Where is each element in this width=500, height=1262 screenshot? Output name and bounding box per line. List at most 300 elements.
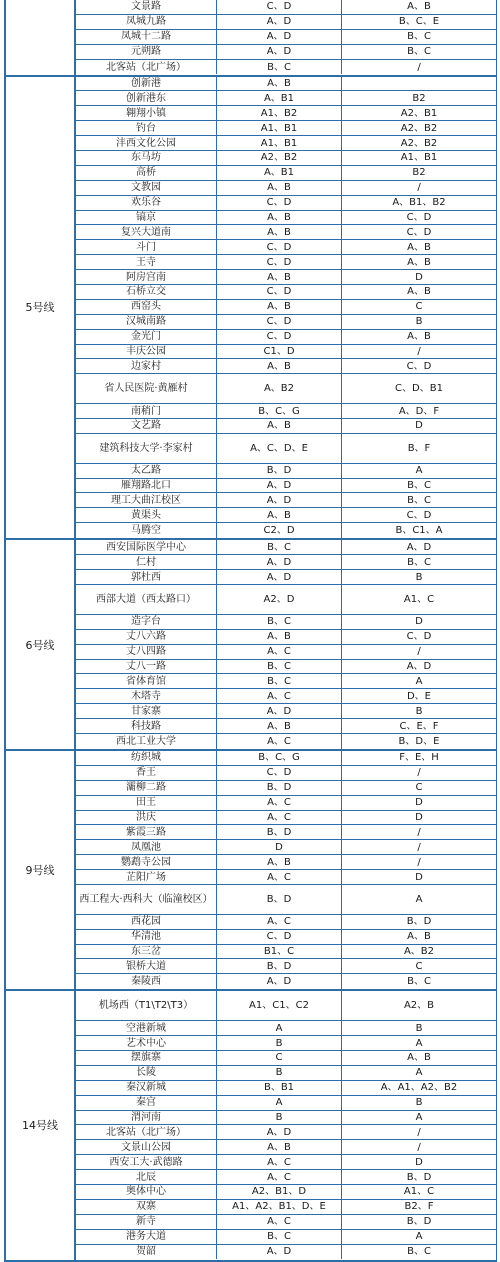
table-row bbox=[76, 1125, 496, 1140]
table-row bbox=[76, 1200, 496, 1215]
table-row bbox=[76, 660, 496, 675]
exit-column-a: B、C bbox=[217, 540, 342, 554]
exit-column-b: B2 bbox=[412, 167, 426, 179]
station-exit-table bbox=[4, 0, 496, 1258]
exit-column-a: B、D bbox=[217, 959, 342, 973]
table-row bbox=[76, 60, 496, 75]
exit-column-b: A1、B1 bbox=[400, 152, 438, 164]
line-label: 9号线 bbox=[6, 751, 76, 989]
table-row bbox=[76, 374, 496, 404]
station-name: 北客站（北广场） bbox=[76, 60, 217, 75]
exit-column-b: D、E bbox=[406, 690, 432, 702]
exit-column-b: B、C bbox=[407, 1246, 431, 1258]
exit-column-a: B bbox=[217, 1066, 342, 1080]
exit-column-b: C、D bbox=[406, 631, 432, 643]
table-row bbox=[76, 151, 496, 166]
exit-column-b: / bbox=[417, 826, 421, 838]
table-row bbox=[76, 1111, 496, 1126]
line-block-4 bbox=[4, 0, 497, 77]
station-name: 北辰 bbox=[76, 1170, 217, 1184]
table-row bbox=[76, 300, 496, 315]
station-name: 双寨 bbox=[76, 1200, 217, 1214]
exit-column-b: / bbox=[417, 646, 421, 658]
table-row bbox=[76, 1170, 496, 1185]
station-name: 元朔路 bbox=[76, 45, 217, 59]
exit-column-b: A1、C bbox=[403, 1186, 435, 1198]
exit-column-b: D bbox=[415, 271, 423, 283]
station-name: 纺织城 bbox=[76, 751, 217, 765]
station-name: 马腾空 bbox=[76, 523, 217, 538]
exit-column-b: A、B bbox=[407, 1052, 431, 1064]
exit-column-a: A1、B1 bbox=[217, 136, 342, 150]
table-row bbox=[76, 974, 496, 989]
station-name: 省体育馆 bbox=[76, 674, 217, 688]
exit-column-a: A、D bbox=[217, 1125, 342, 1139]
exit-column-a: A、D bbox=[217, 570, 342, 584]
exit-column-b: B bbox=[415, 571, 423, 583]
station-name: 秦陵西 bbox=[76, 974, 217, 989]
station-name: 阿房宫南 bbox=[76, 270, 217, 284]
table-row bbox=[76, 464, 496, 479]
station-name: 灞柳二路 bbox=[76, 781, 217, 795]
table-row bbox=[76, 704, 496, 719]
table-row bbox=[76, 1051, 496, 1066]
line-block-9 bbox=[4, 751, 497, 991]
station-name: 省人民医院·黄雁村 bbox=[76, 374, 217, 403]
station-name: 东三岔 bbox=[76, 945, 217, 959]
table-row bbox=[76, 493, 496, 508]
table-row bbox=[76, 945, 496, 960]
station-name: 高桥 bbox=[76, 166, 217, 180]
exit-column-a: B bbox=[217, 1111, 342, 1125]
exit-column-a: B bbox=[217, 1036, 342, 1050]
table-row bbox=[76, 1245, 496, 1260]
exit-column-b: B、C、E bbox=[398, 16, 440, 28]
table-row bbox=[76, 766, 496, 781]
station-name: 秦汉新城 bbox=[76, 1081, 217, 1095]
exit-column-b: C、E、F bbox=[399, 720, 439, 732]
table-row bbox=[76, 121, 496, 136]
exit-column-a: C、D bbox=[217, 766, 342, 780]
station-name: 边家村 bbox=[76, 359, 217, 373]
exit-column-b: A2、B2 bbox=[400, 122, 438, 134]
station-name: 银桥大道 bbox=[76, 959, 217, 973]
station-rows bbox=[76, 0, 496, 75]
station-name: 雁翔路北口 bbox=[76, 479, 217, 493]
exit-column-a: A、D bbox=[217, 30, 342, 44]
exit-column-a: C、D bbox=[217, 255, 342, 269]
exit-column-b: C、D bbox=[406, 360, 432, 372]
station-name: 建筑科技大学·李家村 bbox=[76, 434, 217, 463]
station-name: 创新港 bbox=[76, 77, 217, 91]
exit-column-a: A、D bbox=[217, 974, 342, 989]
exit-column-a: A、C bbox=[217, 1155, 342, 1169]
station-name: 文艺路 bbox=[76, 419, 217, 433]
exit-column-b: F、E、H bbox=[399, 752, 439, 764]
exit-column-a: B、C bbox=[217, 674, 342, 688]
station-name: 王寺 bbox=[76, 255, 217, 269]
table-row bbox=[76, 523, 496, 538]
station-name: 西安工大·武德路 bbox=[76, 1155, 217, 1169]
station-rows bbox=[76, 77, 496, 539]
table-row bbox=[76, 106, 496, 121]
station-name: 丰庆公园 bbox=[76, 345, 217, 359]
exit-column-a: C、D bbox=[217, 285, 342, 299]
exit-column-b: A、D、F bbox=[398, 405, 440, 417]
table-row bbox=[76, 915, 496, 930]
exit-column-b: A、B bbox=[407, 286, 431, 298]
station-name: 凤城九路 bbox=[76, 15, 217, 29]
exit-column-b: A bbox=[415, 675, 423, 687]
exit-column-a: A、C、D、E bbox=[217, 434, 342, 463]
station-name: 甘家寨 bbox=[76, 704, 217, 718]
exit-column-a: A、B bbox=[217, 77, 342, 91]
station-name: 钓台 bbox=[76, 121, 217, 135]
exit-column-a: A、B bbox=[217, 630, 342, 644]
exit-column-b: B bbox=[415, 705, 423, 717]
table-row bbox=[76, 211, 496, 226]
exit-column-b: D bbox=[415, 797, 423, 809]
exit-column-b: D bbox=[415, 812, 423, 823]
table-row bbox=[76, 45, 496, 60]
table-row bbox=[76, 1036, 496, 1051]
exit-column-a: A、D bbox=[217, 45, 342, 59]
table-row bbox=[76, 1081, 496, 1096]
exit-column-b: D bbox=[415, 616, 423, 628]
exit-column-a: B、D bbox=[217, 825, 342, 839]
exit-column-a: A、C bbox=[217, 1215, 342, 1229]
table-row bbox=[76, 419, 496, 434]
line-block-14 bbox=[4, 991, 497, 1261]
station-name: 机场西（T1\T2\T3） bbox=[76, 991, 217, 1020]
table-row bbox=[76, 479, 496, 494]
table-row bbox=[76, 570, 496, 585]
exit-column-a: A、B bbox=[217, 211, 342, 225]
exit-column-a: A、C bbox=[217, 870, 342, 884]
table-row bbox=[76, 181, 496, 196]
station-name: 复兴大道南 bbox=[76, 225, 217, 239]
exit-column-a: A、B bbox=[217, 225, 342, 239]
exit-column-a: A、D bbox=[217, 1245, 342, 1260]
exit-column-b: A、B bbox=[407, 931, 431, 943]
table-row bbox=[76, 1096, 496, 1111]
exit-column-b: B、D bbox=[406, 1171, 432, 1183]
station-name: 奥体中心 bbox=[76, 1185, 217, 1199]
station-name: 金光门 bbox=[76, 330, 217, 344]
exit-column-b: / bbox=[417, 841, 421, 853]
exit-column-a: C、D bbox=[217, 196, 342, 210]
station-name: 西安国际医学中心 bbox=[76, 540, 217, 554]
station-rows bbox=[76, 991, 496, 1259]
line-label: 5号线 bbox=[6, 77, 76, 539]
exit-column-a: A、B bbox=[217, 359, 342, 373]
exit-column-a: A、B bbox=[217, 855, 342, 869]
table-row bbox=[76, 930, 496, 945]
exit-column-a: A、B1 bbox=[217, 91, 342, 105]
station-name: 西北工业大学 bbox=[76, 734, 217, 749]
exit-column-b: B bbox=[415, 316, 423, 328]
exit-column-a: A、C bbox=[217, 1170, 342, 1184]
station-name: 西部大道（西太路口） bbox=[76, 585, 217, 614]
line-label: 14号线 bbox=[6, 991, 76, 1259]
exit-column-b: B、D bbox=[406, 1216, 432, 1228]
table-row bbox=[76, 315, 496, 330]
station-name: 鹦鹉寺公园 bbox=[76, 855, 217, 869]
exit-column-b: B、F bbox=[407, 442, 431, 454]
station-name: 凤城十二路 bbox=[76, 30, 217, 44]
station-name: 丈八一路 bbox=[76, 660, 217, 674]
exit-column-b: A bbox=[415, 1037, 423, 1049]
station-name: 洪庆 bbox=[76, 811, 217, 825]
exit-column-b: / bbox=[417, 182, 421, 194]
exit-column-b: C、D bbox=[406, 211, 432, 223]
table-row bbox=[76, 270, 496, 285]
table-row bbox=[76, 404, 496, 419]
exit-column-b: A、B bbox=[407, 256, 431, 268]
exit-column-a: C、D bbox=[217, 0, 342, 14]
station-name: 华清池 bbox=[76, 930, 217, 944]
exit-column-a: A bbox=[217, 1096, 342, 1110]
exit-column-a: B、C bbox=[217, 60, 342, 75]
table-row bbox=[76, 885, 496, 915]
exit-column-a: A、D bbox=[217, 555, 342, 569]
exit-column-b: A1、C bbox=[403, 593, 435, 605]
exit-column-a: A、C bbox=[217, 645, 342, 659]
table-row bbox=[76, 555, 496, 570]
exit-column-a: B、C、G bbox=[217, 751, 342, 765]
station-name: 秦宫 bbox=[76, 1096, 217, 1110]
station-name: 香王 bbox=[76, 766, 217, 780]
exit-column-a: A2、D bbox=[217, 585, 342, 614]
exit-column-a: C1、D bbox=[217, 345, 342, 359]
table-row bbox=[76, 1066, 496, 1081]
exit-column-b: A bbox=[415, 1231, 423, 1243]
table-row bbox=[76, 225, 496, 240]
exit-column-b: / bbox=[417, 856, 421, 868]
table-row bbox=[76, 1021, 496, 1036]
station-rows bbox=[76, 751, 496, 989]
table-row bbox=[76, 540, 496, 555]
station-name: 西工程大·西科大（临潼校区） bbox=[76, 885, 217, 914]
station-name: 新寺 bbox=[76, 1215, 217, 1229]
exit-column-a: A、B1 bbox=[217, 166, 342, 180]
station-name: 欢乐谷 bbox=[76, 196, 217, 210]
table-row bbox=[76, 1155, 496, 1170]
exit-column-b: B、C bbox=[407, 31, 431, 43]
station-name: 东马坊 bbox=[76, 151, 217, 165]
exit-column-b: B2、F bbox=[404, 1201, 434, 1213]
exit-column-a: A、B bbox=[217, 1140, 342, 1154]
station-name: 沣西文化公园 bbox=[76, 136, 217, 150]
exit-column-b: / bbox=[417, 1126, 421, 1138]
station-rows bbox=[76, 540, 496, 749]
table-row bbox=[76, 255, 496, 270]
exit-column-b: A、B bbox=[407, 331, 431, 343]
table-row bbox=[76, 434, 496, 464]
station-name: 文景山公园 bbox=[76, 1140, 217, 1154]
exit-column-a: A、B bbox=[217, 181, 342, 195]
table-row bbox=[76, 719, 496, 734]
line-block-5 bbox=[4, 77, 497, 541]
table-row bbox=[76, 781, 496, 796]
table-row bbox=[76, 330, 496, 345]
exit-column-a: C bbox=[217, 1051, 342, 1065]
table-row bbox=[76, 30, 496, 45]
table-row bbox=[76, 991, 496, 1021]
exit-column-b: B、D、E bbox=[398, 735, 440, 747]
station-name: 文教园 bbox=[76, 181, 217, 195]
exit-column-a: A、C bbox=[217, 734, 342, 749]
exit-column-a: A、C bbox=[217, 811, 342, 825]
exit-column-b: A、B1、B2 bbox=[392, 197, 446, 209]
table-row bbox=[76, 1230, 496, 1245]
station-name: 创新港东 bbox=[76, 91, 217, 105]
exit-column-b: A、A1、A2、B2 bbox=[380, 1082, 458, 1094]
table-row bbox=[76, 240, 496, 255]
exit-column-b: B、C1、A bbox=[395, 525, 443, 537]
exit-column-a: A、C bbox=[217, 689, 342, 703]
table-row bbox=[76, 1185, 496, 1200]
station-name: 渭河南 bbox=[76, 1111, 217, 1125]
table-row bbox=[76, 796, 496, 811]
exit-column-b: A、D bbox=[406, 660, 432, 672]
exit-column-a: C2、D bbox=[217, 523, 342, 538]
exit-column-b: A bbox=[415, 1067, 423, 1079]
table-row bbox=[76, 645, 496, 660]
exit-column-b: A2、B bbox=[403, 1000, 435, 1012]
table-row bbox=[76, 15, 496, 30]
exit-column-b: A bbox=[415, 893, 423, 905]
exit-column-b: A、B bbox=[407, 1, 431, 13]
table-row bbox=[76, 0, 496, 15]
exit-column-a: B1、C bbox=[217, 945, 342, 959]
line-block-6 bbox=[4, 540, 497, 751]
station-name: 港务大道 bbox=[76, 1230, 217, 1244]
exit-column-b: D bbox=[415, 420, 423, 432]
exit-column-a: B、D bbox=[217, 781, 342, 795]
table-row bbox=[76, 1215, 496, 1230]
exit-column-b: B bbox=[415, 1022, 423, 1034]
station-name: 丈八六路 bbox=[76, 630, 217, 644]
station-name: 仁村 bbox=[76, 555, 217, 569]
exit-column-a: A2、B1、D bbox=[217, 1185, 342, 1199]
exit-column-b: C、D、B1 bbox=[395, 383, 443, 395]
station-name: 木塔寺 bbox=[76, 689, 217, 703]
table-row bbox=[76, 751, 496, 766]
exit-column-a: C、D bbox=[217, 330, 342, 344]
exit-column-a: A1、B1 bbox=[217, 121, 342, 135]
exit-column-a: C、D bbox=[217, 240, 342, 254]
exit-column-b: A、B2 bbox=[403, 946, 435, 958]
station-name: 长陵 bbox=[76, 1066, 217, 1080]
station-name: 太乙路 bbox=[76, 464, 217, 478]
table-row bbox=[76, 855, 496, 870]
table-row bbox=[76, 674, 496, 689]
exit-column-a: A、B bbox=[217, 300, 342, 314]
exit-column-a: A、D bbox=[217, 704, 342, 718]
exit-column-b: B2 bbox=[412, 92, 426, 104]
exit-column-a: A、D bbox=[217, 15, 342, 29]
exit-column-a: B、C、G bbox=[217, 404, 342, 418]
exit-column-a: A、B bbox=[217, 508, 342, 522]
exit-column-a: A、B bbox=[217, 419, 342, 433]
exit-column-a: A、B2 bbox=[217, 374, 342, 403]
exit-column-b: A2、B1 bbox=[400, 107, 438, 119]
exit-column-b: A、D bbox=[406, 541, 432, 553]
exit-column-a: A、D bbox=[217, 479, 342, 493]
table-row bbox=[76, 1140, 496, 1155]
table-row bbox=[76, 285, 496, 300]
station-name: 镐京 bbox=[76, 211, 217, 225]
table-row bbox=[76, 959, 496, 974]
exit-column-a: B、D bbox=[217, 885, 342, 914]
station-name: 芷阳广场 bbox=[76, 870, 217, 884]
table-row bbox=[76, 345, 496, 360]
table-row bbox=[76, 91, 496, 106]
exit-column-b: / bbox=[417, 767, 421, 779]
exit-column-a: A1、A2、B1、D、E bbox=[217, 1200, 342, 1214]
station-name: 丈八四路 bbox=[76, 645, 217, 659]
exit-column-a: A1、B2 bbox=[217, 106, 342, 120]
table-row bbox=[76, 811, 496, 826]
exit-column-b: B、C bbox=[407, 46, 431, 58]
exit-column-a: A bbox=[217, 1021, 342, 1035]
exit-column-b: A、B bbox=[407, 241, 431, 253]
table-row bbox=[76, 630, 496, 645]
exit-column-a: B、B1 bbox=[217, 1081, 342, 1095]
table-row bbox=[76, 166, 496, 181]
exit-column-b bbox=[342, 77, 496, 91]
exit-column-a: A、B bbox=[217, 719, 342, 733]
station-name: 北客站（北广场） bbox=[76, 1125, 217, 1139]
table-row bbox=[76, 840, 496, 855]
exit-column-a: B、C bbox=[217, 1230, 342, 1244]
exit-column-b: C bbox=[415, 960, 423, 972]
table-row bbox=[76, 689, 496, 704]
exit-column-a: A、C bbox=[217, 796, 342, 810]
station-name: 造字台 bbox=[76, 615, 217, 629]
exit-column-b: A bbox=[415, 1111, 423, 1123]
station-name: 科技路 bbox=[76, 719, 217, 733]
station-name: 紫霞三路 bbox=[76, 825, 217, 839]
station-name: 翱翔小镇 bbox=[76, 106, 217, 120]
station-name: 汉城南路 bbox=[76, 315, 217, 329]
line-label: 6号线 bbox=[6, 540, 76, 749]
station-name: 斗门 bbox=[76, 240, 217, 254]
station-name: 石桥立交 bbox=[76, 285, 217, 299]
exit-column-a: C、D bbox=[217, 315, 342, 329]
station-name: 黄渠头 bbox=[76, 508, 217, 522]
exit-column-b: A2、B2 bbox=[400, 137, 438, 149]
exit-column-b: / bbox=[417, 1141, 421, 1153]
exit-column-b: B bbox=[415, 1097, 423, 1109]
exit-column-b: A bbox=[415, 465, 423, 477]
exit-column-b: / bbox=[417, 345, 421, 357]
table-row bbox=[76, 77, 496, 92]
station-name: 西窑头 bbox=[76, 300, 217, 314]
exit-column-a: A、C bbox=[217, 915, 342, 929]
exit-column-a: A、D bbox=[217, 493, 342, 507]
exit-column-b: B、C bbox=[407, 494, 431, 506]
table-row bbox=[76, 585, 496, 615]
table-row bbox=[76, 870, 496, 885]
exit-column-a: C、D bbox=[217, 930, 342, 944]
station-name: 文景路 bbox=[76, 0, 217, 14]
station-name: 艺术中心 bbox=[76, 1036, 217, 1050]
exit-column-b: B、C bbox=[407, 976, 431, 988]
station-name: 田王 bbox=[76, 796, 217, 810]
exit-column-a: A1、C1、C2 bbox=[217, 991, 342, 1020]
